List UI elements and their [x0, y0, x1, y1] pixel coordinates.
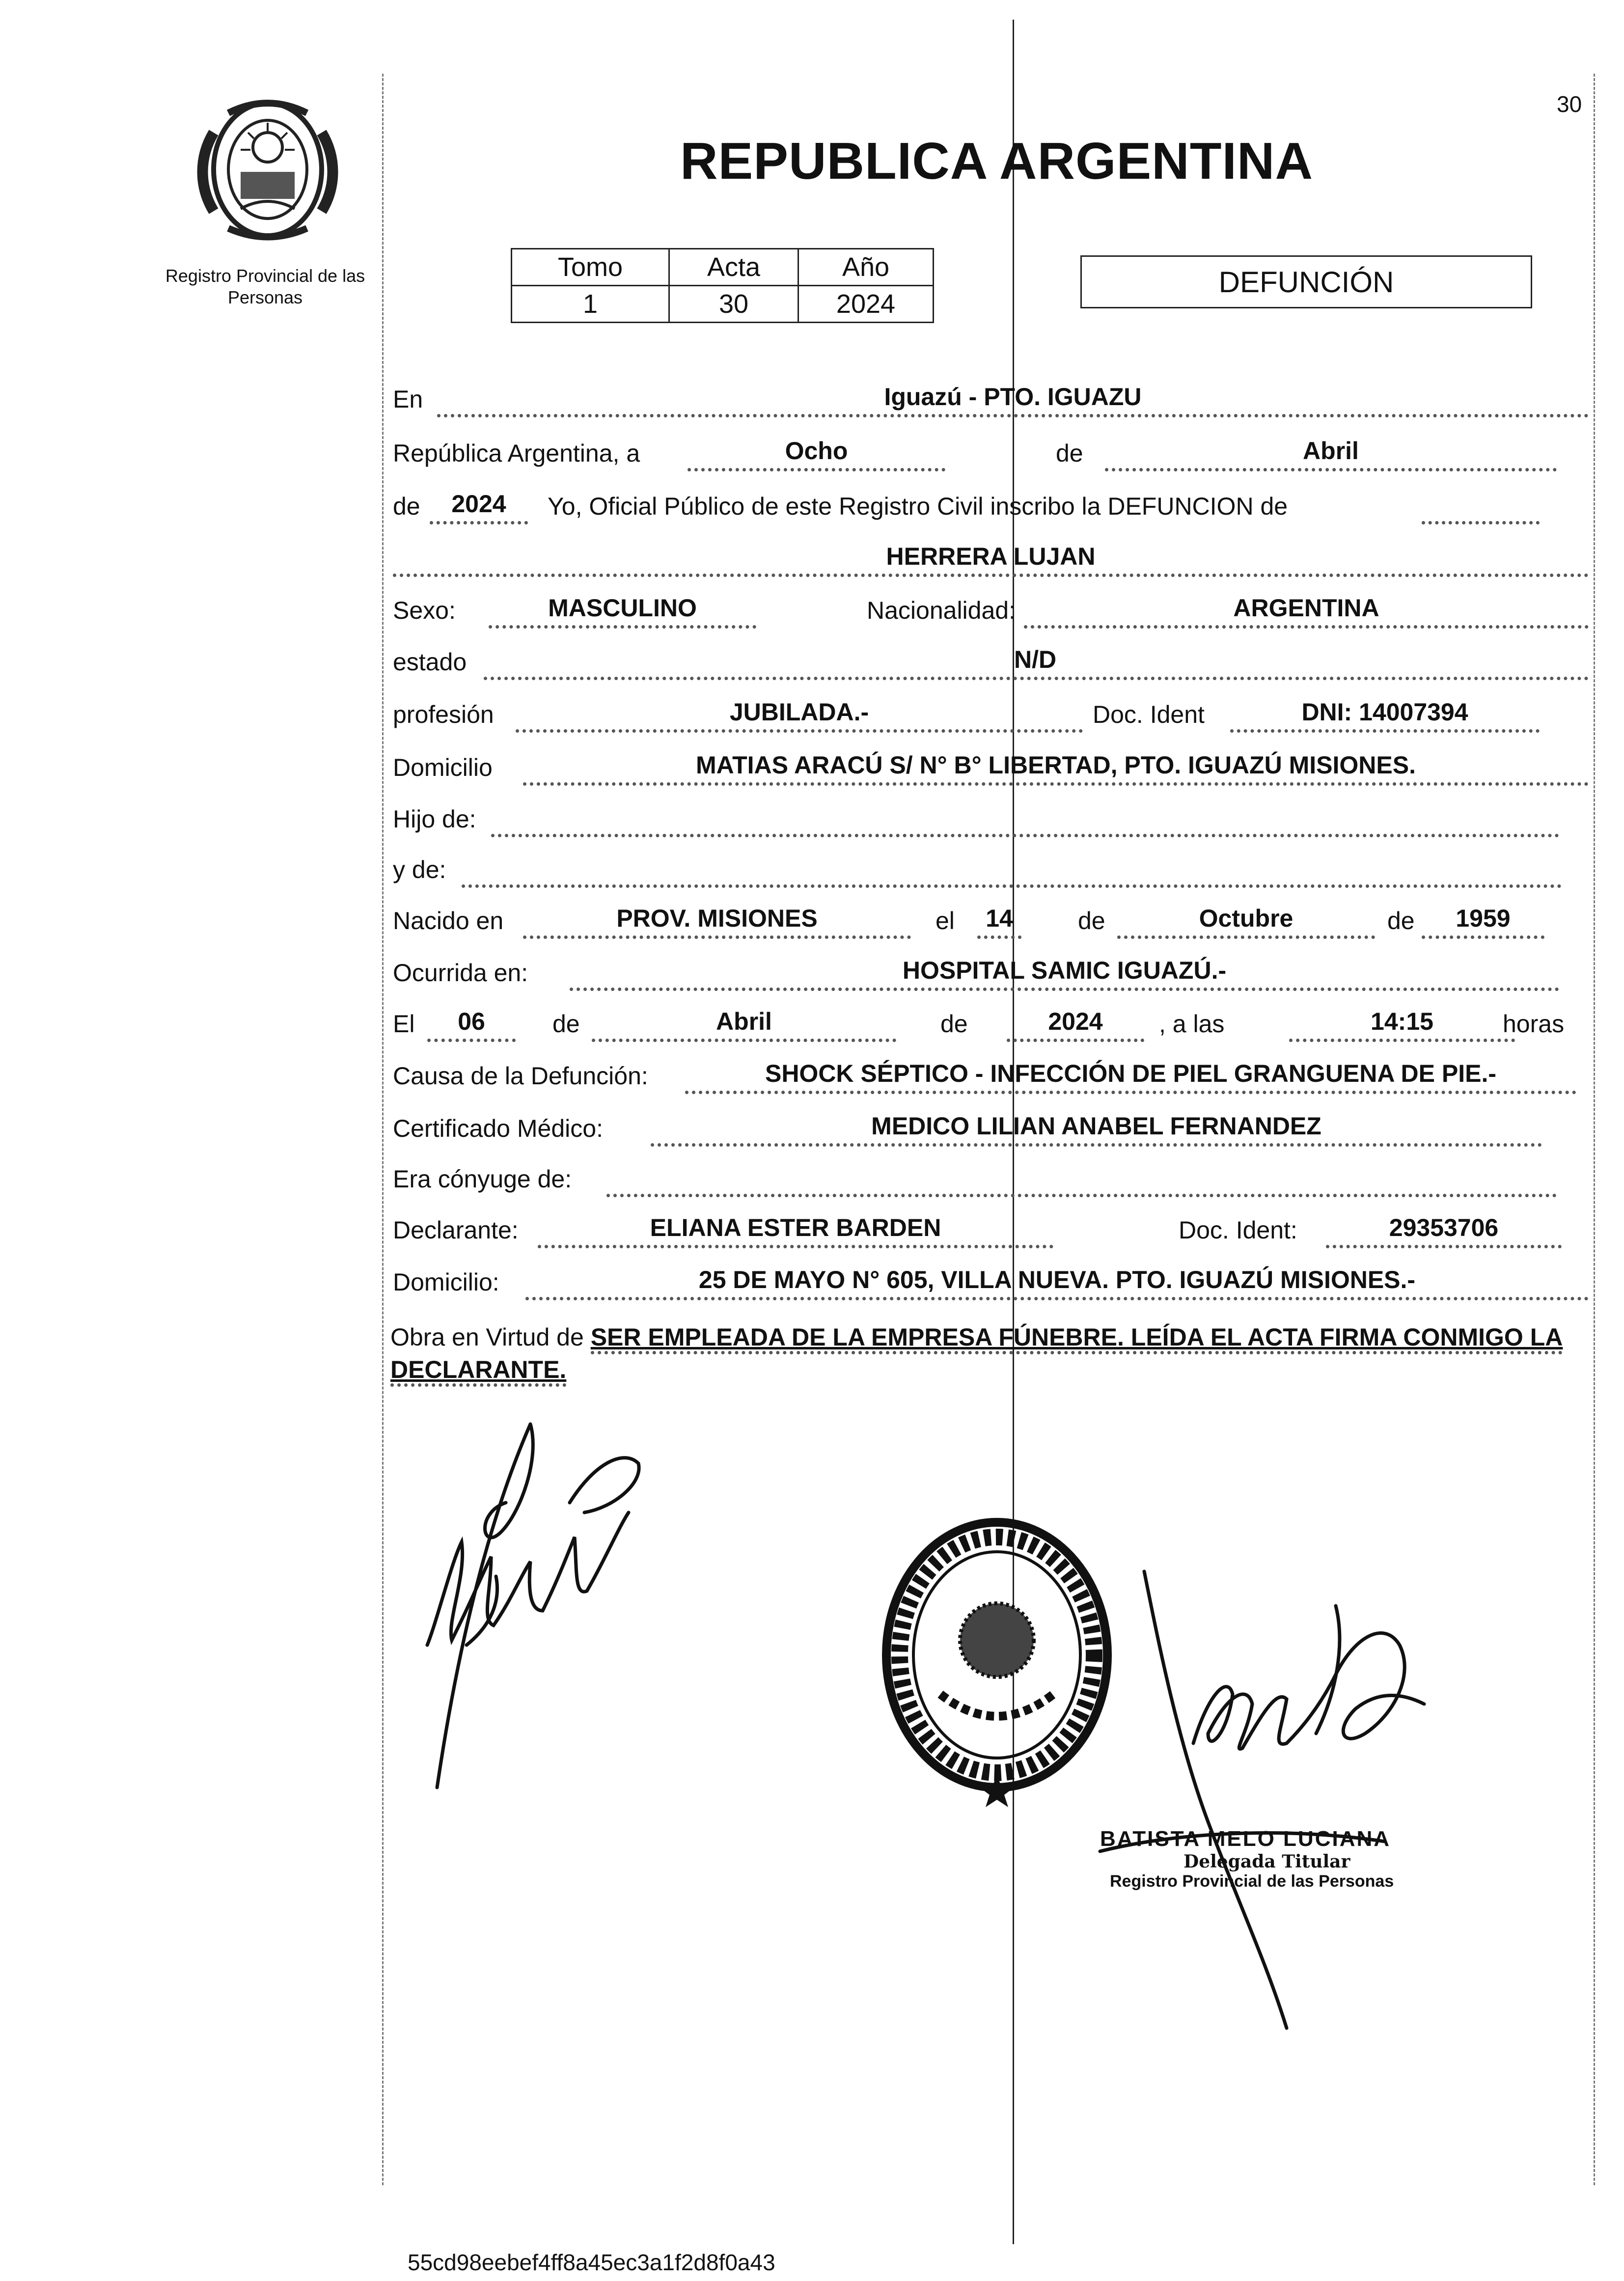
def-dia-field: 06: [427, 1007, 516, 1042]
yde-field: [462, 852, 1562, 888]
row-deceased-name: [390, 538, 1589, 577]
official-signature: [1080, 1547, 1473, 2038]
row-domicilio: [390, 746, 1589, 786]
day-word-field: Ocho: [688, 436, 945, 471]
declarante-field: ELIANA ESTER BARDEN: [538, 1213, 1053, 1248]
nacionalidad-field: ARGENTINA: [1024, 593, 1589, 629]
row-official-statement: [390, 485, 1589, 524]
row-estado: [390, 641, 1589, 680]
el-label: el: [936, 907, 955, 934]
row-hijo: [390, 798, 1589, 837]
declarante-label: Declarante:: [393, 1216, 519, 1244]
obra-paragraph: [390, 1321, 1589, 1386]
acta-header-acta: Acta: [669, 249, 798, 286]
row-conyuge: [390, 1158, 1589, 1197]
place-field: Iguazú - PTO. IGUAZU: [437, 382, 1589, 417]
domicilio-field: MATIAS ARACÚ S/ N° B° LIBERTAD, PTO. IGUAZÚ MISIONES.: [523, 750, 1589, 786]
province-emblem-logo: [194, 88, 341, 250]
signer-name: BATISTA MELO LUCIANA: [1100, 1827, 1391, 1851]
row-ocurrida: [390, 952, 1589, 991]
footer-hash: 55cd98eebef4ff8a45ec3a1f2d8f0a43: [408, 2250, 775, 2275]
right-margin-line: [1594, 74, 1595, 2185]
certificado-field: MEDICO LILIAN ANABEL FERNANDEZ: [651, 1111, 1542, 1147]
de2-label: de: [393, 493, 420, 520]
decl-doc-label: Doc. Ident:: [1179, 1216, 1297, 1244]
hijo-label: Hijo de:: [393, 805, 476, 833]
nacido-label: Nacido en: [393, 907, 504, 934]
acta-header-anio: Año: [798, 249, 934, 286]
profesion-label: profesión: [393, 701, 494, 728]
document-title: REPUBLICA ARGENTINA: [680, 132, 1314, 190]
de4-label: de: [1387, 907, 1415, 934]
en-label: En: [393, 385, 423, 413]
acta-header-tomo: Tomo: [512, 249, 669, 286]
nacido-anio-field: 1959: [1422, 904, 1544, 939]
domicilio2-label: Domicilio:: [393, 1268, 499, 1296]
year-field: 2024: [430, 489, 528, 524]
estado-field: N/D: [484, 645, 1589, 680]
nacionalidad-label: Nacionalidad:: [867, 597, 1016, 624]
hijo-field: [491, 802, 1559, 837]
signer-block: [1100, 1827, 1473, 1891]
certificado-label: Certificado Médico:: [393, 1115, 603, 1142]
left-margin-line: [382, 74, 384, 2185]
ocurrida-field: HOSPITAL SAMIC IGUAZÚ.-: [570, 956, 1559, 991]
decl-doc-field: 29353706: [1326, 1213, 1562, 1248]
el2-label: El: [393, 1010, 415, 1038]
acta-value-tomo: 1: [512, 286, 669, 323]
conyuge-field: [606, 1162, 1557, 1197]
profesion-field: JUBILADA.-: [516, 697, 1083, 733]
row-death-date: [390, 1003, 1589, 1042]
causa-label: Causa de la Defunción:: [393, 1062, 648, 1090]
def-mes-field: Abril: [592, 1007, 896, 1042]
de5-label: de: [552, 1010, 580, 1038]
horas-label: horas: [1503, 1010, 1565, 1038]
record-type-box: [1080, 255, 1532, 308]
nacido-lugar-field: PROV. MISIONES: [523, 904, 911, 939]
sexo-field: MASCULINO: [489, 593, 756, 629]
row-certificado: [390, 1107, 1589, 1147]
def-anio-field: 2024: [1007, 1007, 1144, 1042]
de1-label: de: [1056, 440, 1083, 467]
page-number: 30: [1557, 91, 1582, 117]
row-profession: [390, 693, 1589, 733]
registry-name: Registro Provincial de las Personas: [165, 266, 365, 307]
statement-continuation-field: [1422, 489, 1540, 524]
estado-label: estado: [393, 648, 467, 676]
doc-field: DNI: 14007394: [1230, 697, 1540, 733]
row-declarante: [390, 1209, 1589, 1248]
official-statement: Yo, Oficial Público de este Registro Civil inscribo la DEFUNCION de: [548, 493, 1288, 520]
obra-label: Obra en Virtud de: [390, 1323, 584, 1351]
signer-org: Registro Provincial de las Personas: [1110, 1872, 1394, 1891]
row-place: [390, 378, 1589, 417]
obra-field: SER EMPLEADA DE LA EMPRESA FÚNEBRE. LEÍDA EL ACTA FIRMA CONMIGO LA DECLARANTE.: [390, 1323, 1563, 1387]
republica-label: República Argentina, a: [393, 440, 640, 467]
signer-role: Delegada Titular: [1184, 1851, 1350, 1872]
alas-label: , a las: [1159, 1010, 1225, 1038]
conyuge-label: Era cónyuge de:: [393, 1165, 572, 1193]
acta-value-anio: 2024: [798, 286, 934, 323]
sexo-label: Sexo:: [393, 597, 456, 624]
nacido-dia-field: 14: [977, 904, 1021, 939]
doc-label: Doc. Ident: [1093, 701, 1205, 728]
acta-table: [511, 248, 934, 323]
def-hora-field: 14:15: [1289, 1007, 1515, 1042]
domicilio-label: Domicilio: [393, 754, 493, 781]
row-sex-nationality: [390, 589, 1589, 629]
row-birth: [390, 900, 1589, 939]
domicilio2-field: 25 DE MAYO N° 605, VILLA NUEVA. PTO. IGUAZÚ MISIONES.-: [525, 1265, 1589, 1300]
yde-label: y de:: [393, 856, 446, 883]
nacido-mes-field: Octubre: [1117, 904, 1375, 939]
row-causa: [390, 1055, 1589, 1094]
causa-field: SHOCK SÉPTICO - INFECCIÓN DE PIEL GRANGUENA DE PIE.-: [685, 1059, 1576, 1094]
acta-value-acta: 30: [669, 286, 798, 323]
month-field: Abril: [1105, 436, 1557, 471]
ocurrida-label: Ocurrida en:: [393, 959, 528, 987]
record-type: DEFUNCIÓN: [1218, 265, 1394, 299]
deceased-name-field: HERRERA LUJAN: [393, 542, 1589, 577]
row-yde: [390, 849, 1589, 888]
de3-label: de: [1078, 907, 1105, 934]
row-date: [390, 432, 1589, 471]
de6-label: de: [940, 1010, 968, 1038]
declarant-signature: [408, 1414, 683, 1797]
row-domicilio-declarante: [390, 1261, 1589, 1300]
